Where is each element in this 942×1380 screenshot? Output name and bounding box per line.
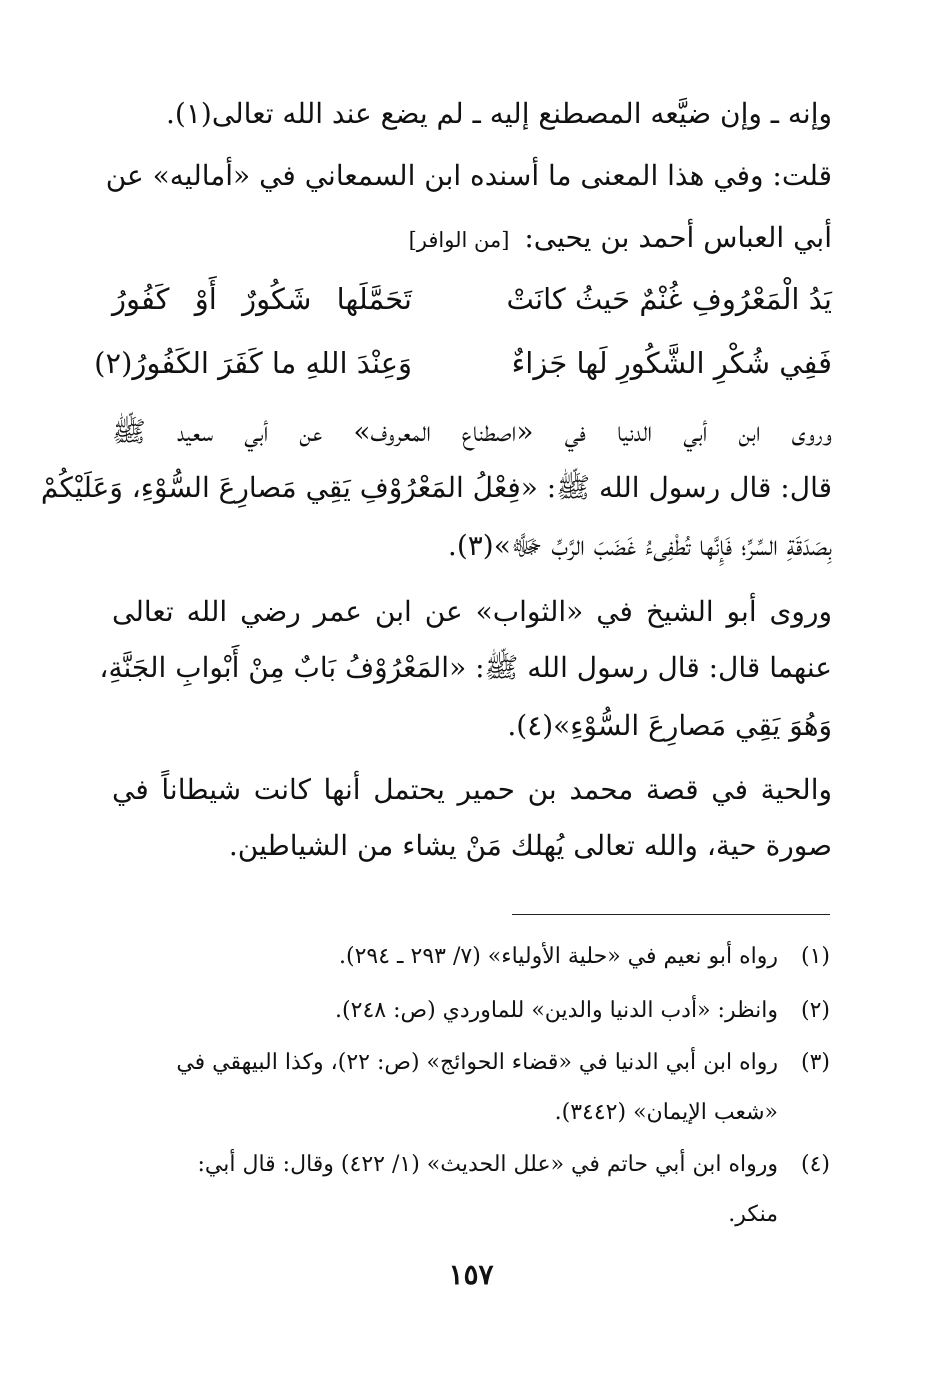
footnote-text: ورواه ابن أبي حاتم في «علل الحديث» (١/ ٤٢٢) وقال: قال أبي: (197, 1152, 778, 1177)
text-line: قال: قال رسول الله ﷺ: «فِعْلُ المَعْرُوْفِ يَقِي مَصارِعَ السُّوْءِ، وَعَلَيْكُمْ (40, 471, 832, 504)
footnote-number: (٤) (800, 1152, 830, 1177)
footnote (112, 1050, 830, 1075)
footnote-number: (١) (800, 944, 830, 969)
footnote (112, 998, 830, 1023)
text-line: وروى أبو الشيخ في «الثواب» عن ابن عمر رضي الله تعالى (112, 595, 832, 628)
poem-second-hemistich: وَعِنْدَ اللهِ ما كَفَرَ الكَفُورُ(٢) (94, 346, 412, 380)
text-line: بِصَدَقَةِ السِّرِّ؛ فَإِنَّها تُطْفِىءُ غَضَبَ الرَّبِّ ﷻ»(٣). (447, 529, 832, 562)
footnote-number: (٣) (800, 1050, 830, 1075)
footnote-number: (٢) (800, 998, 830, 1023)
text-line: وروى ابن أبي الدنيا في «اصطناع المعروف» عن أبي سعيد ﷺ (112, 415, 832, 448)
poem-verse (94, 346, 832, 380)
verse-intro: أبي العباس أحمد بن يحيى: (524, 221, 832, 254)
poetic-meter: [من الوافر] (408, 228, 510, 252)
text-line: صورة حية، والله تعالى يُهلك مَنْ يشاء من الشياطين. (228, 829, 832, 862)
text-line: وإنه ـ وإن ضيَّعه المصطنع إليه ـ لم يضع عند الله تعالى(١). (166, 97, 832, 130)
text-line: وَهُوَ يَقِي مَصارِعَ السُّوْءِ»(٤). (507, 709, 832, 742)
footnote-text: رواه ابن أبي الدنيا في «قضاء الحوائج» (ص: ٢٢)، وكذا البيهقي في (176, 1050, 778, 1075)
footnote (112, 1152, 830, 1177)
text-line: عنهما قال: قال رسول الله ﷺ: «المَعْرُوْفُ بَابٌ مِنْ أَبْوابِ الجَنَّةِ، (99, 651, 832, 684)
footnote-text: وانظر: «أدب الدنيا والدين» للماوردي (ص: ٢٤٨). (335, 998, 778, 1023)
text-line: والحية في قصة محمد بن حمير يحتمل أنها كانت شيطاناً في (112, 773, 832, 806)
text-line: قلت: وفي هذا المعنى ما أسنده ابن السمعاني في «أماليه» عن (105, 159, 832, 192)
footnote-continuation: منكر. (728, 1202, 778, 1227)
poem-verse (112, 282, 832, 316)
poem-first-hemistich: فَفِي شُكْرِ الشَّكُورِ لَها جَزاءٌ (511, 346, 832, 380)
page-number: ١٥٧ (448, 1258, 494, 1291)
footnote-text: رواه أبو نعيم في «حلية الأولياء» (٧/ ٢٩٣ ـ ٢٩٤). (339, 944, 778, 969)
poem-first-hemistich: يَدُ الْمَعْرُوفِ غُنْمٌ حَيثُ كانَتْ (506, 282, 832, 316)
footnote-separator (512, 914, 830, 915)
poem-second-hemistich: تَحَمَّلَها شَكُورٌ أَوْ كَفُورُ (112, 282, 412, 316)
footnote (112, 944, 830, 969)
text-line (112, 221, 832, 254)
footnote-continuation: «شعب الإيمان» (٣٤٤٢). (554, 1100, 778, 1125)
